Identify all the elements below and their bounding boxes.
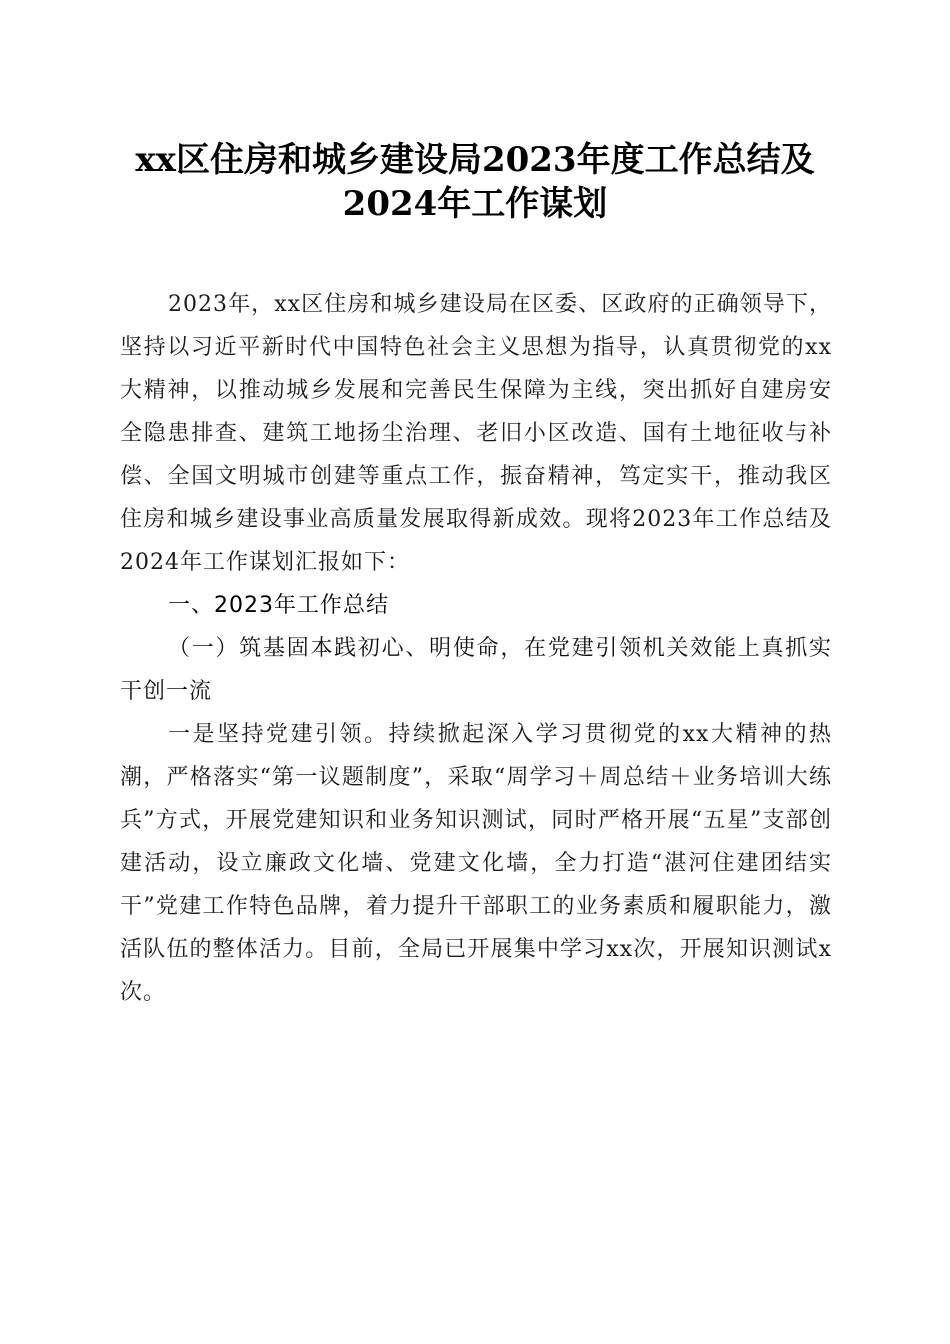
title-line-1: xx区住房和城乡建设局2023年度工作总结及: [135, 140, 815, 180]
subsection-heading-1: （一）筑基固本践初心、明使命，在党建引领机关效能上真抓实干创一流: [120, 636, 832, 704]
title-line-2: 2024年工作谋划: [342, 184, 608, 224]
document-title: [100, 138, 850, 226]
section-heading-1: 一、2023年工作总结: [168, 593, 389, 618]
intro-paragraph: 2023年，xx区住房和城乡建设局在区委、区政府的正确领导下，坚持以习近平新时代中国特色社会主义思想为指导，认真贯彻党的xx大精神，以推动城乡发展和完善民生保障为主线，突出抓好自建房安全隐患排查、建筑工地扬尘治理、老旧小区改造、国有土地征收与补偿、全国文明城市创建等重点工作，振奋精神，笃定实干，推动我区住房和城乡建设事业高质量发展取得新成效。现将2023年工作总结及2024年工作谋划汇报如下：: [120, 292, 832, 575]
document-body: [120, 283, 832, 1014]
body-paragraph-1: 一是坚持党建引领。持续掀起深入学习贯彻党的xx大精神的热潮，严格落实“第一议题制度”，采取“周学习＋周总结＋业务培训大练兵”方式，开展党建知识和业务知识测试，同时严格开展“五星”支部创建活动，设立廉政文化墙、党建文化墙，全力打造“湛河住建团结实干”党建工作特色品牌，着力提升干部职工的业务素质和履职能力，激活队伍的整体活力。目前，全局已开展集中学习xx次，开展知识测试x次。: [120, 722, 832, 1005]
